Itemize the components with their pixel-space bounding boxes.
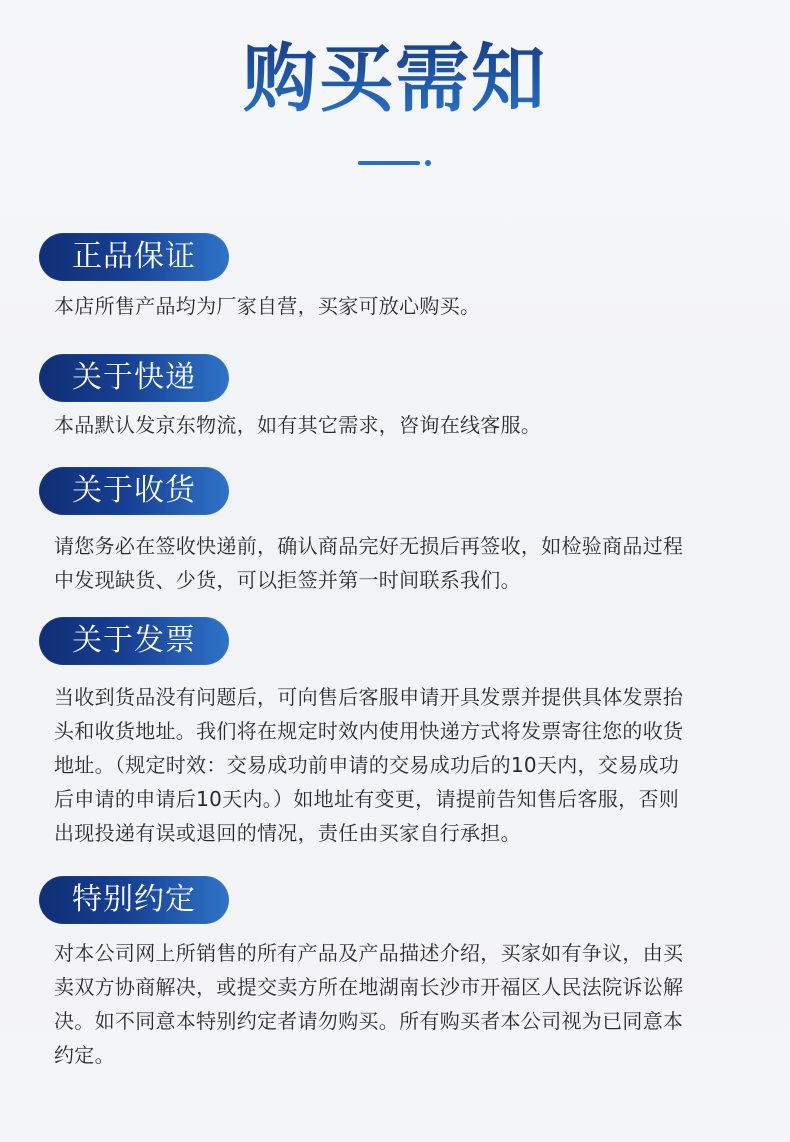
section-body-special-agreement xyxy=(54,936,744,1072)
section-title-pill-shipping xyxy=(39,354,229,402)
section-title-special-agreement: 特别约定 xyxy=(72,882,196,917)
section-line: 本品默认发京东物流，如有其它需求，咨询在线客服。 xyxy=(54,413,542,437)
section-line: 决。如不同意本特别约定者请勿购买。所有购买者本公司视为已同意本 xyxy=(54,1009,684,1033)
section-line: 请您务必在签收快递前，确认商品完好无损后再签收，如检验商品过程 xyxy=(54,534,684,558)
section-title-pill-invoice xyxy=(39,617,229,665)
title-underline-decoration xyxy=(358,159,434,167)
title-underline-bar xyxy=(358,161,420,165)
section-line: 中发现缺货、少货，可以拒签并第一时间联系我们。 xyxy=(54,568,521,592)
section-title-invoice: 关于发票 xyxy=(72,623,196,658)
section-title-pill-receiving xyxy=(39,467,229,515)
section-title-authenticity: 正品保证 xyxy=(72,239,196,274)
section-line: 对本公司网上所销售的所有产品及产品描述介绍，买家如有争议，由买 xyxy=(54,941,684,965)
section-line: 后申请的申请后10天内。）如地址有变更，请提前告知售后客服，否则 xyxy=(54,787,680,811)
section-title-shipping: 关于快递 xyxy=(72,360,196,395)
section-line: 约定。 xyxy=(54,1043,115,1067)
section-title-receiving: 关于收货 xyxy=(72,473,196,508)
page-title: 购买需知 xyxy=(0,34,790,124)
section-body-invoice xyxy=(54,680,744,850)
section-title-pill-special-agreement xyxy=(39,876,229,924)
section-line: 当收到货品没有问题后，可向售后客服申请开具发票并提供具体发票抬 xyxy=(54,685,684,709)
section-line: 出现投递有误或退回的情况，责任由买家自行承担。 xyxy=(54,821,521,845)
section-line: 头和收货地址。我们将在规定时效内使用快递方式将发票寄往您的收货 xyxy=(54,719,684,743)
section-body-authenticity xyxy=(54,289,744,323)
section-line: 地址。（规定时效：交易成功前申请的交易成功后的10天内，交易成功 xyxy=(54,753,680,777)
section-line: 卖双方协商解决，或提交卖方所在地湖南长沙市开福区人民法院诉讼解 xyxy=(54,975,684,999)
section-body-receiving xyxy=(54,529,744,597)
section-title-pill-authenticity xyxy=(39,233,229,281)
section-body-shipping xyxy=(54,408,744,442)
title-underline-dot xyxy=(425,160,431,166)
section-line: 本店所售产品均为厂家自营，买家可放心购买。 xyxy=(54,294,481,318)
